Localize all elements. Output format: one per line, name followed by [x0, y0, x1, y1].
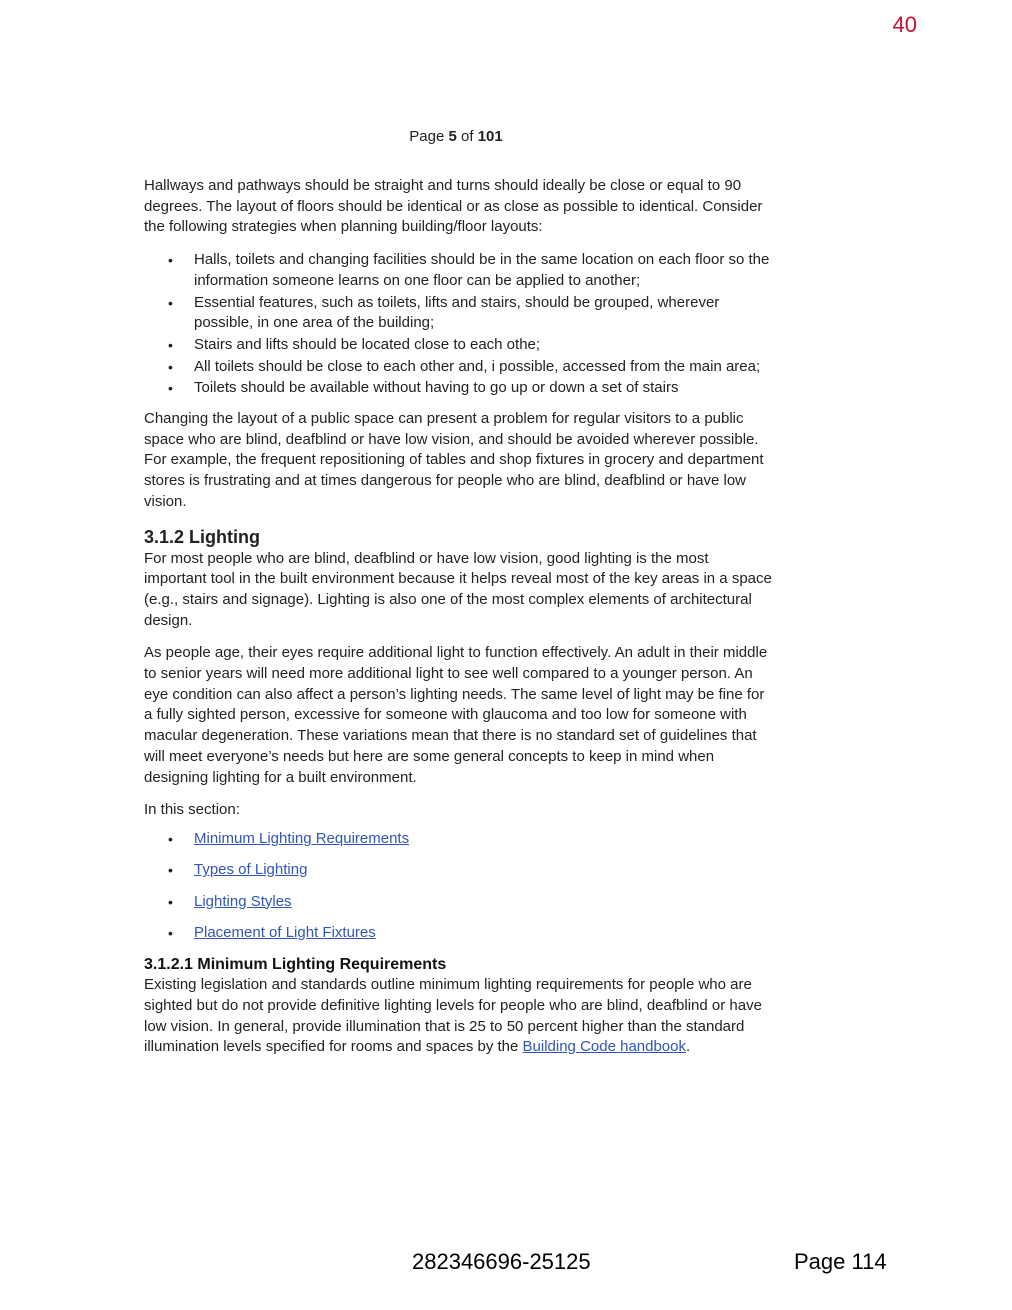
- min-lighting-heading: 3.1.2.1 Minimum Lighting Requirements: [144, 956, 447, 974]
- section-links-list: [144, 829, 774, 944]
- page-prefix: Page: [409, 128, 449, 145]
- link-lighting-styles[interactable]: Lighting Styles: [194, 892, 292, 910]
- list-item: [194, 829, 774, 850]
- page-total: 101: [477, 128, 503, 145]
- footer-page-label: Page 114: [794, 1249, 887, 1274]
- layout-strategies-list: [144, 250, 774, 399]
- list-item: • All toilets should be close to each other and, i possible, accessed from the main area;: [194, 357, 774, 378]
- list-item: [194, 860, 774, 881]
- footer-document-id: 282346696-25125: [412, 1249, 591, 1274]
- list-item: • Toilets should be available without having to go up or down a set of stairs: [194, 378, 774, 399]
- min-lighting-paragraph: [144, 975, 774, 1058]
- changing-layout-paragraph: Changing the layout of a public space can present a problem for regular visitors to a public space who are blind, deafblind or have low vision, and should be avoided wherever possible. For example, the frequent repositioning of tables and shop fixtures in grocery and department stores is frustrating and at times dangerous for people who are blind, deafblind or have low vision.: [144, 410, 764, 510]
- link-placement-of-light-fixtures[interactable]: Placement of Light Fixtures: [194, 923, 376, 941]
- link-minimum-lighting-requirements[interactable]: Minimum Lighting Requirements: [194, 829, 410, 847]
- page-current: 5: [448, 128, 457, 145]
- min-lighting-period: .: [686, 1038, 691, 1056]
- page-header: [0, 128, 912, 145]
- document-body: [144, 176, 774, 1070]
- list-item: • Essential features, such as toilets, lifts and stairs, should be grouped, wherever possible, in one area of the building;: [194, 293, 774, 334]
- list-item: • Stairs and lifts should be located close to each othe;: [194, 335, 774, 356]
- min-lighting-text: Existing legislation and standards outline minimum lighting requirements for people who are sighted but do not provide definitive lighting levels for people who are blind, deafblind or have low vision. In general, provide illumination that is 25 to 50 percent higher than the standard illumination levels specified for rooms and spaces by the: [144, 976, 762, 1056]
- list-item: [194, 892, 774, 913]
- link-types-of-lighting[interactable]: Types of Lighting: [194, 861, 308, 879]
- list-item: • Halls, toilets and changing facilities should be in the same location on each floor so the information someone learns on one floor can be applied to another;: [194, 250, 774, 291]
- link-building-code-handbook[interactable]: Building Code handbook: [522, 1038, 686, 1056]
- lighting-heading: 3.1.2 Lighting: [144, 526, 261, 547]
- page-of: of: [456, 128, 478, 145]
- document-page-number-marker: 40: [892, 12, 917, 37]
- lighting-paragraph-2: As people age, their eyes require additional light to function effectively. An adult in their middle to senior years will need more additional light to see well compared to a younger person. An eye condition can also affect a person’s lighting needs. The same level of light may be fine for a fully sighted person, excessive for someone with glaucoma and too low for someone with macular degeneration. These variations mean that there is no standard set of guidelines that will meet everyone’s needs but here are some general concepts to keep in mind when designing lighting for a built environment.: [144, 644, 768, 786]
- lighting-paragraph-1: For most people who are blind, deafblind or have low vision, good lighting is the most important tool in the built environment because it helps reveal most of the key areas in a space (e.g., stairs and signage). Lighting is also one of the most complex elements of architectural design.: [144, 549, 772, 629]
- list-item: [194, 923, 774, 944]
- in-this-section-label: In this section:: [144, 801, 240, 819]
- intro-paragraph: Hallways and pathways should be straight and turns should ideally be close or equal to 90 degrees. The layout of floors should be identical or as close as possible to identical. Consider the following strategies when planning building/floor layouts:: [144, 177, 763, 236]
